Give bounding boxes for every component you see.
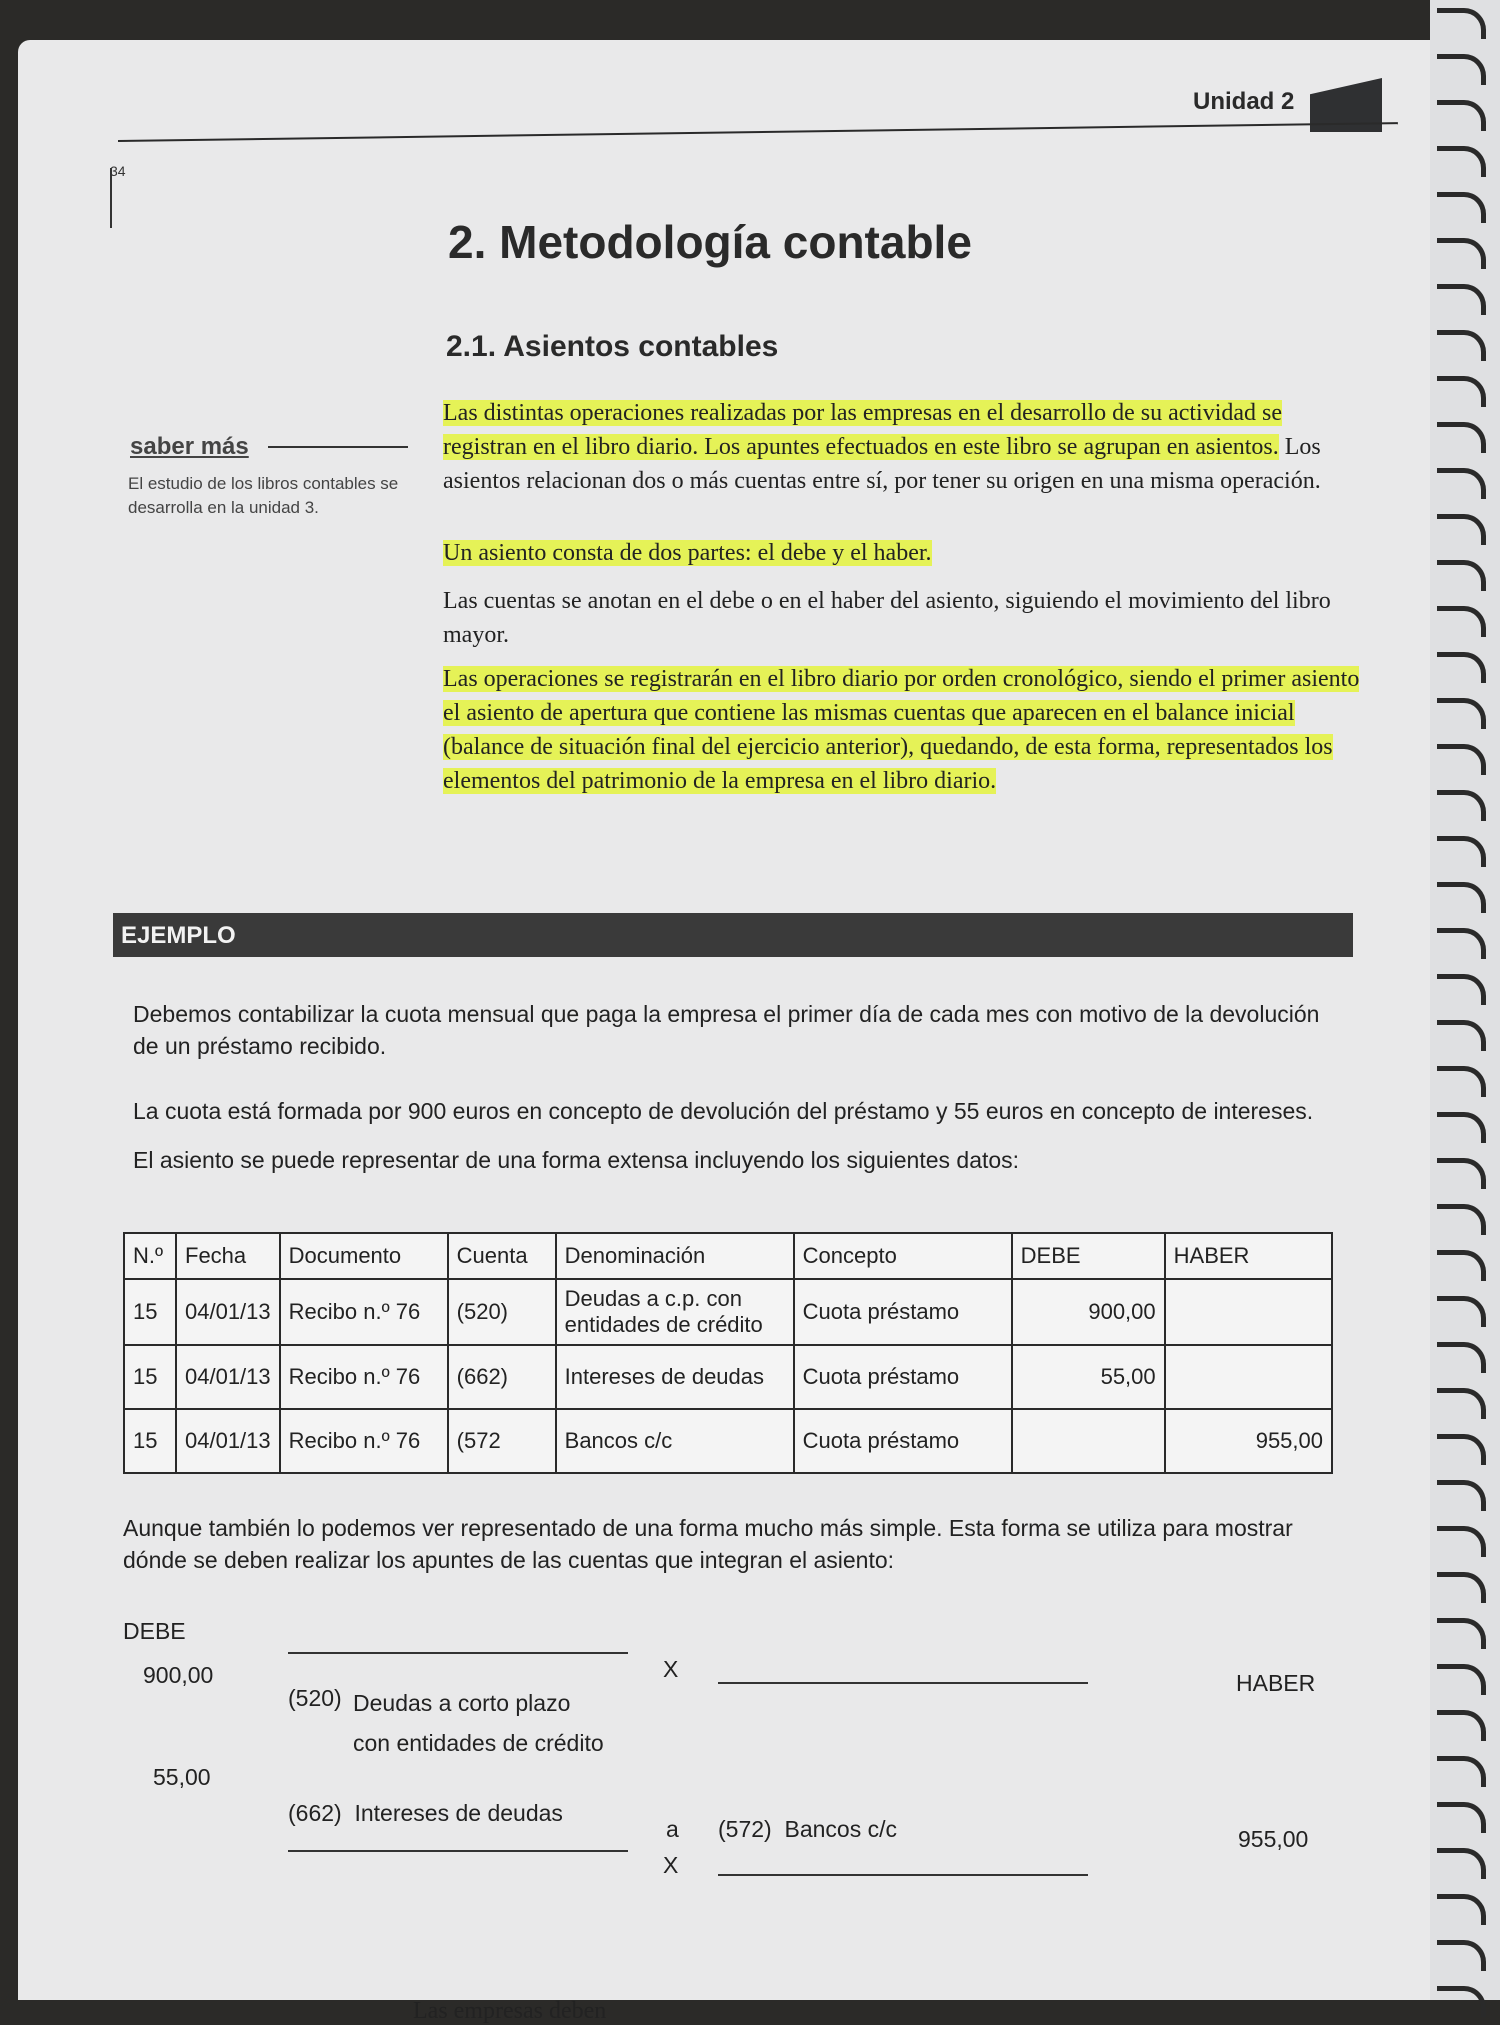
spiral-coil (1437, 1618, 1486, 1649)
spiral-coil (1437, 652, 1486, 683)
table-cell: Cuota préstamo (794, 1345, 1012, 1409)
entry-rule-bottom-left (288, 1850, 628, 1852)
spiral-coil (1437, 284, 1486, 315)
table-cell: 900,00 (1012, 1279, 1165, 1345)
column-header: Fecha (176, 1233, 280, 1279)
sidebar-title: saber más (130, 433, 249, 460)
table-cell: Cuota préstamo (794, 1409, 1012, 1473)
footer-text: Las empresas deben (413, 1998, 607, 2024)
spiral-coil (1437, 376, 1486, 407)
paragraph-4 (443, 662, 1363, 798)
debe-amount-1: 900,00 (143, 1662, 214, 1688)
sidebar-text: El estudio de los libros contables se desarrolla en la unidad 3. (128, 474, 399, 517)
entry-rule-top-right (718, 1682, 1088, 1684)
page-number: 34 (110, 163, 126, 179)
spiral-coil (1437, 1020, 1486, 1051)
spiral-coil (1437, 192, 1486, 223)
spiral-coil (1437, 330, 1486, 361)
spiral-coil (1437, 238, 1486, 269)
table-cell: 55,00 (1012, 1345, 1165, 1409)
spiral-coil (1437, 1756, 1486, 1787)
spiral-coil (1437, 146, 1486, 177)
table-cell (1165, 1279, 1332, 1345)
spiral-coil (1437, 468, 1486, 499)
table-cell: 15 (124, 1409, 176, 1473)
spiral-coil (1437, 514, 1486, 545)
example-text-1: Debemos contabilizar la cuota mensual que paga la empresa el primer día de cada mes con motivo de la devolución de un préstamo recibido. (133, 1001, 1320, 1059)
spiral-coil (1437, 1572, 1486, 1603)
haber-label: HABER (1236, 1670, 1316, 1696)
spiral-coil (1437, 1434, 1486, 1465)
spiral-coil (1437, 1066, 1486, 1097)
spiral-coil (1437, 1526, 1486, 1557)
spiral-coil (1437, 606, 1486, 637)
spiral-coil (1437, 1388, 1486, 1419)
paragraph-3: Las cuentas se anotan en el debe o en el haber del asiento, siguiendo el movimiento del libro mayor. (443, 588, 1331, 648)
column-header: N.º (124, 1233, 176, 1279)
spiral-coil (1437, 1940, 1486, 1971)
spiral-coil (1437, 1986, 1486, 2017)
column-header: Cuenta (448, 1233, 556, 1279)
table-cell: (520) (448, 1279, 556, 1345)
table-cell: 04/01/13 (176, 1345, 280, 1409)
spiral-coil (1437, 1802, 1486, 1833)
example-text-2: La cuota está formada por 900 euros en concepto de devolución del préstamo y 55 euros en concepto de intereses. (133, 1098, 1314, 1124)
spiral-coil (1437, 8, 1486, 39)
entry-a-connector: a (666, 1816, 679, 1842)
table-row (124, 1279, 1332, 1345)
spiral-coil (1437, 1664, 1486, 1695)
paragraph-1 (443, 396, 1363, 498)
paragraph-text: Los asientos relacionan dos o más cuentas entre sí, por tener su origen en una misma operación. (443, 434, 1321, 494)
table-cell: 04/01/13 (176, 1409, 280, 1473)
spiral-coil (1437, 744, 1486, 775)
header-rule (118, 122, 1398, 142)
column-header: HABER (1165, 1233, 1332, 1279)
spiral-coil (1437, 1250, 1486, 1281)
table-cell: Cuota préstamo (794, 1279, 1012, 1345)
account-572: (572) Bancos c/c (718, 1816, 897, 1842)
debe-label: DEBE (123, 1618, 186, 1644)
entry-x-mark: X (663, 1656, 679, 1682)
table-cell: Recibo n.º 76 (280, 1409, 448, 1473)
account-name-520-line2: con entidades de crédito (353, 1730, 604, 1756)
spiral-coil (1437, 560, 1486, 591)
paragraph-2 (443, 536, 1363, 570)
column-header: DEBE (1012, 1233, 1165, 1279)
journal-entry-table (123, 1232, 1333, 1474)
entry-rule-top-left (288, 1652, 628, 1654)
example-text-4: Aunque también lo podemos ver representado de una forma mucho más simple. Esta forma se utiliza para mostrar dónde se deben realizar los apuntes de las cuentas que integran el asiento: (123, 1515, 1293, 1573)
table-cell (1165, 1345, 1332, 1409)
account-662: (662) Intereses de deudas (288, 1800, 563, 1826)
spiral-coil (1437, 1710, 1486, 1741)
spiral-coil (1437, 974, 1486, 1005)
spiral-coil (1437, 882, 1486, 913)
example-label: EJEMPLO (121, 922, 236, 949)
debe-amount-2: 55,00 (153, 1764, 211, 1790)
example-banner (113, 913, 1353, 957)
account-code-520: (520) (288, 1685, 342, 1711)
table-cell: Deudas a c.p. con entidades de crédito (556, 1279, 794, 1345)
example-text-3: El asiento se puede representar de una forma extensa incluyendo los siguientes datos: (133, 1147, 1020, 1173)
spiral-coil (1437, 928, 1486, 959)
book-page (18, 40, 1448, 2024)
table-cell: Intereses de deudas (556, 1345, 794, 1409)
spiral-coil (1437, 836, 1486, 867)
spiral-coil (1437, 1848, 1486, 1879)
spiral-binding (1430, 0, 1500, 2000)
entry-rule-bottom-right (718, 1874, 1088, 1876)
chapter-title: 2. Metodología contable (448, 216, 972, 268)
highlighted-text: Las distintas operaciones realizadas por las empresas en el desarrollo de su actividad se registran en el libro diario. Los apuntes efectuados en este libro se agrupan en asientos. (443, 400, 1283, 460)
table-cell: 15 (124, 1279, 176, 1345)
column-header: Documento (280, 1233, 448, 1279)
spiral-coil (1437, 698, 1486, 729)
table-cell (1012, 1409, 1165, 1473)
table-cell: (662) (448, 1345, 556, 1409)
entry-x-mark-2: X (663, 1852, 679, 1878)
haber-amount: 955,00 (1238, 1826, 1309, 1852)
spiral-coil (1437, 790, 1486, 821)
table-header-row (124, 1233, 1332, 1279)
column-header: Denominación (556, 1233, 794, 1279)
table-cell: 955,00 (1165, 1409, 1332, 1473)
table-cell: Recibo n.º 76 (280, 1345, 448, 1409)
section-title: 2.1. Asientos contables (446, 330, 779, 363)
account-name-520: Deudas a corto plazo (353, 1690, 571, 1716)
table-row (124, 1409, 1332, 1473)
column-header: Concepto (794, 1233, 1012, 1279)
table-cell: Recibo n.º 76 (280, 1279, 448, 1345)
spiral-coil (1437, 1158, 1486, 1189)
spiral-coil (1437, 1204, 1486, 1235)
spiral-coil (1437, 1894, 1486, 1925)
spiral-coil (1437, 1342, 1486, 1373)
table-cell: (572 (448, 1409, 556, 1473)
table-cell: Bancos c/c (556, 1409, 794, 1473)
table-row (124, 1345, 1332, 1409)
spiral-coil (1437, 1296, 1486, 1327)
spiral-coil (1437, 1112, 1486, 1143)
spiral-coil (1437, 54, 1486, 85)
highlighted-text: Las operaciones se registrarán en el libro diario por orden cronológico, siendo el primer asiento el asiento de apertura que contiene las mismas cuentas que aparecen en el balance inicial (balance de situación final del ejercicio anterior), quedando, de esta forma, representados los elementos del patrimonio de la empresa en el libro diario. (443, 666, 1360, 794)
spiral-coil (1437, 1480, 1486, 1511)
unit-label: Unidad 2 (1193, 88, 1295, 115)
highlighted-text: Un asiento consta de dos partes: el debe y el haber. (443, 540, 932, 566)
spiral-coil (1437, 100, 1486, 131)
sidebar-rule (268, 446, 408, 448)
table-cell: 04/01/13 (176, 1279, 280, 1345)
table-cell: 15 (124, 1345, 176, 1409)
spiral-coil (1437, 422, 1486, 453)
